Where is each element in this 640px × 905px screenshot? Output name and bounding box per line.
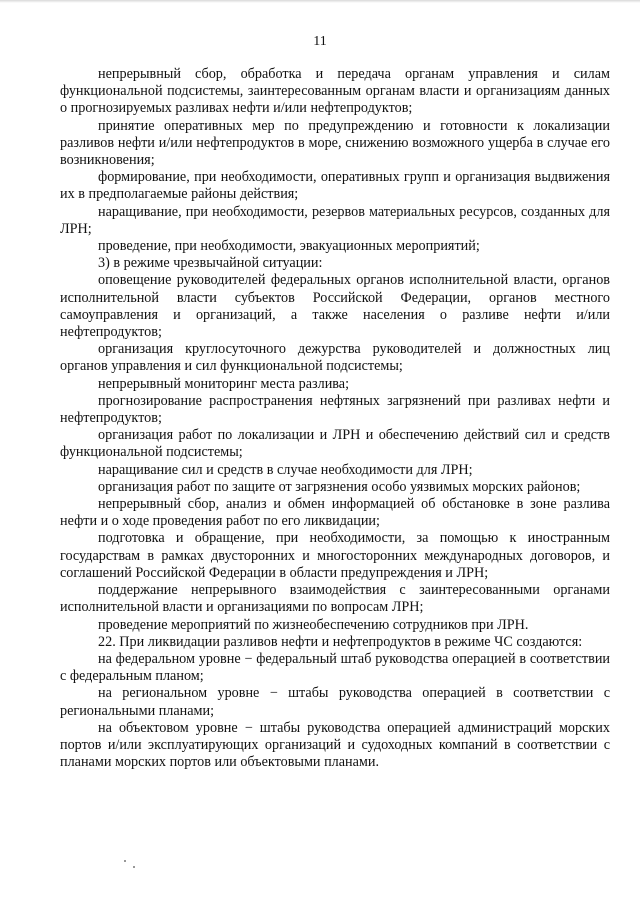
- paragraph: организация работ по защите от загрязнения особо уязвимых морских районов;: [98, 478, 581, 495]
- paragraph: поддержание непрерывного взаимодействия с заинтересованными органами исполнительной власти и организациями по вопросам ЛРН;: [60, 582, 610, 616]
- paragraph: непрерывный сбор, анализ и обмен информацией об обстановке в зоне разлива нефти и о ходе проведения работ по его ликвидации;: [60, 496, 610, 530]
- paragraph: подготовка и обращение, при необходимости, за помощью к иностранным государствам в рамках двусторонних и многосторонних международных договоров, и соглашений Российской Федерации в области предупреждения и ЛРН;: [60, 530, 610, 581]
- paragraph: на региональном уровне − штабы руководства операцией в соответствии с региональными планами;: [60, 685, 610, 719]
- paragraph: непрерывный мониторинг места разлива;: [98, 375, 350, 392]
- section-heading: 3) в режиме чрезвычайной ситуации:: [98, 255, 323, 272]
- clause-22: 22. При ликвидации разливов нефти и нефтепродуктов в режиме ЧС создаются:: [98, 633, 583, 650]
- paragraph: на федеральном уровне − федеральный штаб руководства операцией в соответствии с федеральным планом;: [60, 650, 610, 685]
- paragraph: на объектовом уровне − штабы руководства операцией администраций морских портов и/или эксплуатирующих организаций и судоходных компаний в соответствии с планами морских портов или объектовыми планами.: [60, 719, 610, 771]
- paragraph: наращивание, при необходимости, резервов материальных ресурсов, созданных для ЛРН;: [60, 203, 610, 237]
- paragraph: прогнозирование распространения нефтяных загрязнений при разливах нефти и нефтепродуктов;: [60, 392, 610, 427]
- paragraph: организация работ по локализации и ЛРН и обеспечению действий сил и средств функциональной подсистемы;: [60, 427, 610, 461]
- scan-edge: [0, 0, 640, 3]
- scan-speck: [133, 866, 135, 868]
- page-number: 11: [313, 34, 327, 49]
- paragraph: формирование, при необходимости, оперативных групп и организация выдвижения их в предполагаемые районы действия;: [60, 169, 610, 203]
- paragraph: проведение, при необходимости, эвакуационных мероприятий;: [98, 238, 480, 255]
- paragraph: организация круглосуточного дежурства руководителей и должностных лиц органов управления и сил функциональной подсистемы;: [60, 341, 610, 375]
- document-body: [60, 66, 610, 771]
- paragraph: наращивание сил и средств в случае необходимости для ЛРН;: [98, 461, 473, 478]
- scan-speck: [124, 860, 126, 862]
- paragraph: проведение мероприятий по жизнеобеспечению сотрудников при ЛРН.: [98, 616, 529, 633]
- paragraph: непрерывный сбор, обработка и передача органам управления и силам функциональной подсистемы, заинтересованным органам власти и организациям данных о прогнозируемых разливах нефти и/или нефтепродуктов;: [60, 66, 610, 117]
- paragraph: принятие оперативных мер по предупреждению и готовности к локализации разливов нефти и/или нефтепродуктов в море, снижению возможного ущерба в случае его возникновения;: [60, 117, 610, 169]
- paragraph: оповещение руководителей федеральных органов исполнительной власти, органов исполнительной власти субъектов Российской Федерации, органов местного самоуправления и организаций, а также населения о разливе нефти и/или нефтепродуктов;: [60, 272, 610, 341]
